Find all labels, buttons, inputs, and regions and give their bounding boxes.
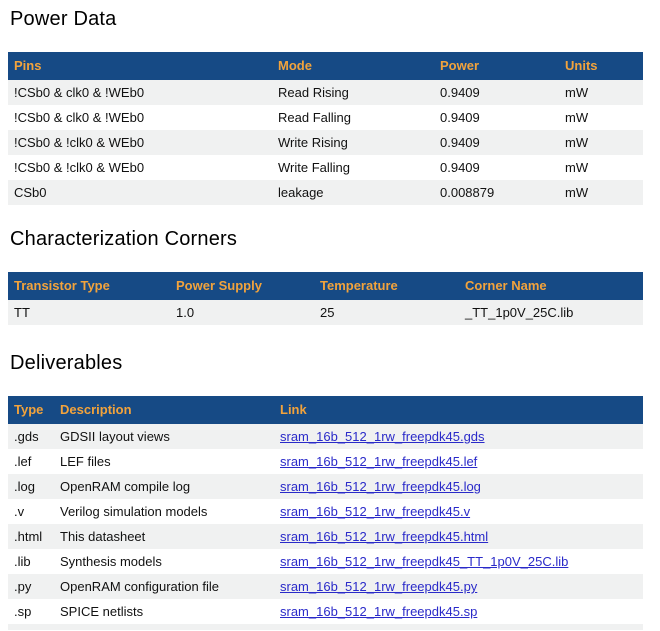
table-cell: .gds: [8, 424, 54, 449]
column-header: Power: [434, 52, 559, 80]
deliverable-file-link[interactable]: sram_16b_512_1rw_freepdk45.html: [280, 529, 489, 544]
table-row: [8, 549, 643, 574]
deliverable-file-link[interactable]: sram_16b_512_1rw_freepdk45.py: [280, 579, 478, 594]
table-cell: mW: [559, 80, 643, 105]
characterization-corners-title: Characterization Corners: [10, 228, 238, 250]
table-cell: !CSb0 & !clk0 & WEb0: [8, 130, 272, 155]
table-cell: Read Falling: [272, 105, 434, 130]
table-cell: OpenRAM compile log: [54, 474, 274, 499]
table-cell: Write Rising: [272, 130, 434, 155]
column-header: Link: [274, 396, 643, 424]
table-cell: 0.9409: [434, 130, 559, 155]
table-cell: [274, 424, 643, 449]
table-cell: 0.9409: [434, 80, 559, 105]
table-cell: .py: [8, 574, 54, 599]
deliverable-file-link[interactable]: sram_16b_512_1rw_freepdk45.gds: [280, 429, 485, 444]
table-cell: mW: [559, 180, 643, 205]
table-cell: _TT_1p0V_25C.lib: [459, 300, 643, 325]
deliverables-section: [8, 352, 652, 630]
deliverables-header-row: [8, 396, 643, 424]
table-cell: Synthesis models: [54, 549, 274, 574]
table-cell: LEF files: [54, 449, 274, 474]
column-header: Corner Name: [459, 272, 643, 300]
column-header: Temperature: [314, 272, 459, 300]
table-row: [8, 574, 643, 599]
column-header: Power Supply: [170, 272, 314, 300]
table-row: [8, 474, 643, 499]
table-cell: This datasheet: [54, 524, 274, 549]
table-cell: [274, 599, 643, 624]
table-cell: .html: [8, 524, 54, 549]
table-cell: mW: [559, 105, 643, 130]
table-cell: !CSb0 & !clk0 & WEb0: [8, 155, 272, 180]
deliverable-file-link[interactable]: sram_16b_512_1rw_freepdk45.log: [280, 479, 481, 494]
table-cell: 0.008879: [434, 180, 559, 205]
table-cell: Read Rising: [272, 80, 434, 105]
table-cell: .lib: [8, 549, 54, 574]
column-header: Type: [8, 396, 54, 424]
table-cell: OpenRAM configuration file: [54, 574, 274, 599]
deliverables-title: Deliverables: [10, 352, 123, 374]
table-cell: GDSII layout views: [54, 424, 274, 449]
table-row: [8, 155, 643, 180]
table-cell: !CSb0 & clk0 & !WEb0: [8, 80, 272, 105]
table-row: [8, 105, 643, 130]
table-cell: [274, 474, 643, 499]
power-data-header-row: [8, 52, 643, 80]
power-data-table: [8, 52, 643, 205]
table-row: [8, 130, 643, 155]
column-header: Units: [559, 52, 643, 80]
table-row: [8, 424, 643, 449]
deliverable-file-link[interactable]: sram_16b_512_1rw_freepdk45_TT_1p0V_25C.lib: [280, 554, 569, 569]
table-cell: .log: [8, 474, 54, 499]
power-data-title: Power Data: [10, 8, 117, 30]
table-cell: !CSb0 & clk0 & !WEb0: [8, 105, 272, 130]
table-cell: [274, 449, 643, 474]
table-cell: mW: [559, 130, 643, 155]
table-cell: 1.0: [170, 300, 314, 325]
deliverable-file-link[interactable]: sram_16b_512_1rw_freepdk45.lef: [280, 454, 478, 469]
deliverable-file-link[interactable]: sram_16b_512_1rw_freepdk45.sp: [280, 604, 478, 619]
table-cell: .v: [8, 499, 54, 524]
table-row: [8, 599, 643, 624]
table-cell: 25: [314, 300, 459, 325]
table-cell: Write Falling: [272, 155, 434, 180]
table-cell: [274, 549, 643, 574]
table-cell: [274, 574, 643, 599]
deliverable-file-link[interactable]: sram_16b_512_1rw_freepdk45.v: [280, 504, 471, 519]
table-row: [8, 524, 643, 549]
table-cell: leakage: [272, 180, 434, 205]
table-row: [8, 449, 643, 474]
table-cell: Verilog simulation models: [54, 499, 274, 524]
table-row: [8, 300, 643, 325]
characterization-corners-section: [8, 228, 652, 325]
column-header: Pins: [8, 52, 272, 80]
table-cell: [274, 499, 643, 524]
column-header: Transistor Type: [8, 272, 170, 300]
table-cell: 0.9409: [434, 105, 559, 130]
table-row: [8, 80, 643, 105]
table-row: [8, 499, 643, 524]
column-header: Mode: [272, 52, 434, 80]
table-cell: 0.9409: [434, 155, 559, 180]
next-row-cutoff-sliver: [8, 624, 643, 630]
table-cell: CSb0: [8, 180, 272, 205]
table-cell: .sp: [8, 599, 54, 624]
corners-header-row: [8, 272, 643, 300]
table-cell: .lef: [8, 449, 54, 474]
table-cell: TT: [8, 300, 170, 325]
table-cell: SPICE netlists: [54, 599, 274, 624]
table-cell: [274, 524, 643, 549]
deliverables-table: [8, 396, 643, 624]
column-header: Description: [54, 396, 274, 424]
table-cell: mW: [559, 155, 643, 180]
table-row: [8, 180, 643, 205]
power-data-section: [8, 8, 652, 205]
characterization-corners-table: [8, 272, 643, 325]
